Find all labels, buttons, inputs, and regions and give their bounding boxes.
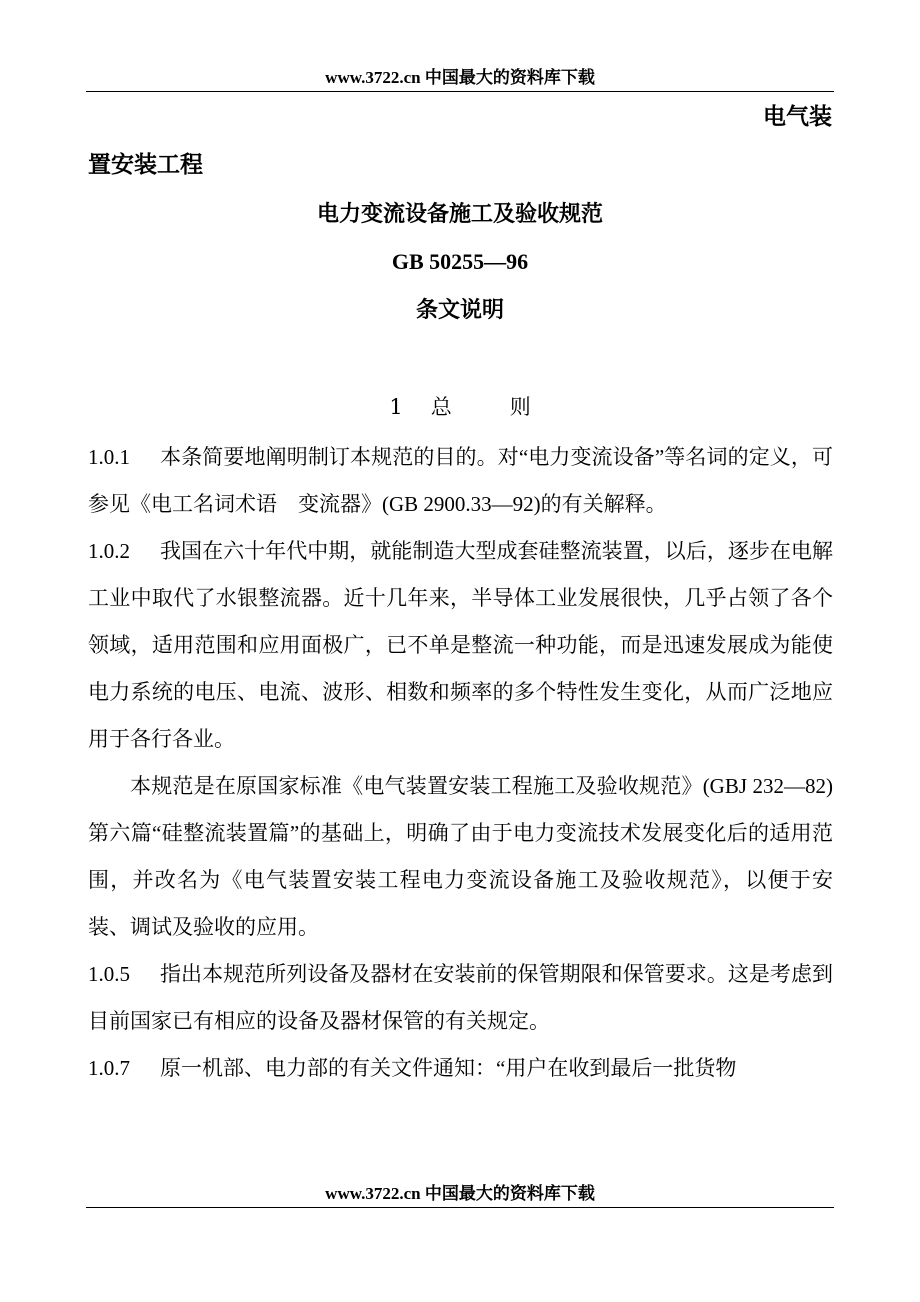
clause-number: 1.0.2: [88, 539, 130, 563]
chapter-heading: [0, 390, 920, 424]
footer-divider: [86, 1207, 834, 1208]
clause-1-0-5: [88, 951, 833, 1045]
chapter-title-char-1: 总: [430, 395, 452, 419]
document-title: 电力变流设备施工及验收规范: [316, 201, 603, 227]
clause-text: 本条简要地阐明制订本规范的目的。对“电力变流设备”等名词的定义，可参见《电工名词术语 变流器》(GB 2900.33—92)的有关解释。: [88, 445, 833, 516]
document-body: [88, 434, 833, 1092]
clause-1-0-7: [88, 1045, 833, 1092]
standard-code: GB 50255—96: [391, 249, 529, 274]
chapter-number: 1: [389, 395, 403, 419]
clause-text: 我国在六十年代中期，就能制造大型成套硅整流装置，以后，逐步在电解工业中取代了水银整流器。近十几年来，半导体工业发展很快，几乎占领了各个领域，适用范围和应用面极广，已不单是整流一种功能，而是迅速发展成为能使电力系统的电压、电流、波形、相数和频率的多个特性发生变化，从而广泛地应用于各行各业。: [88, 539, 833, 751]
clause-text: 本规范是在原国家标准《电气装置安装工程施工及验收规范》(GBJ 232—82)第六篇“硅整流装置篇”的基础上，明确了由于电力变流技术发展变化后的适用范围，并改名为《电气装置安装工程电力变流设备施工及验收规范》，以便于安装、调试及验收的应用。: [88, 774, 833, 939]
clause-number: 1.0.7: [88, 1056, 130, 1080]
heading-line-b: 置安装工程: [88, 151, 203, 178]
page-footer: www.3722.cn 中国最大的资料库下载: [325, 1184, 595, 1203]
clause-1-0-1: [88, 434, 833, 528]
heading-line-a: 电气装: [763, 103, 832, 130]
chapter-title-char-2: 则: [509, 395, 531, 419]
clause-text: 原一机部、电力部的有关文件通知：“用户在收到最后一批货物: [160, 1056, 737, 1080]
clause-number: 1.0.5: [88, 962, 130, 986]
page-header: www.3722.cn 中国最大的资料库下载: [325, 68, 595, 87]
clause-1-0-2-continued: [88, 763, 833, 951]
header-divider: [86, 91, 834, 92]
document-subtitle: 条文说明: [415, 297, 504, 323]
clause-number: 1.0.1: [88, 445, 130, 469]
clause-text: 指出本规范所列设备及器材在安装前的保管期限和保管要求。这是考虑到目前国家已有相应的设备及器材保管的有关规定。: [88, 962, 833, 1033]
clause-1-0-2: [88, 528, 833, 763]
